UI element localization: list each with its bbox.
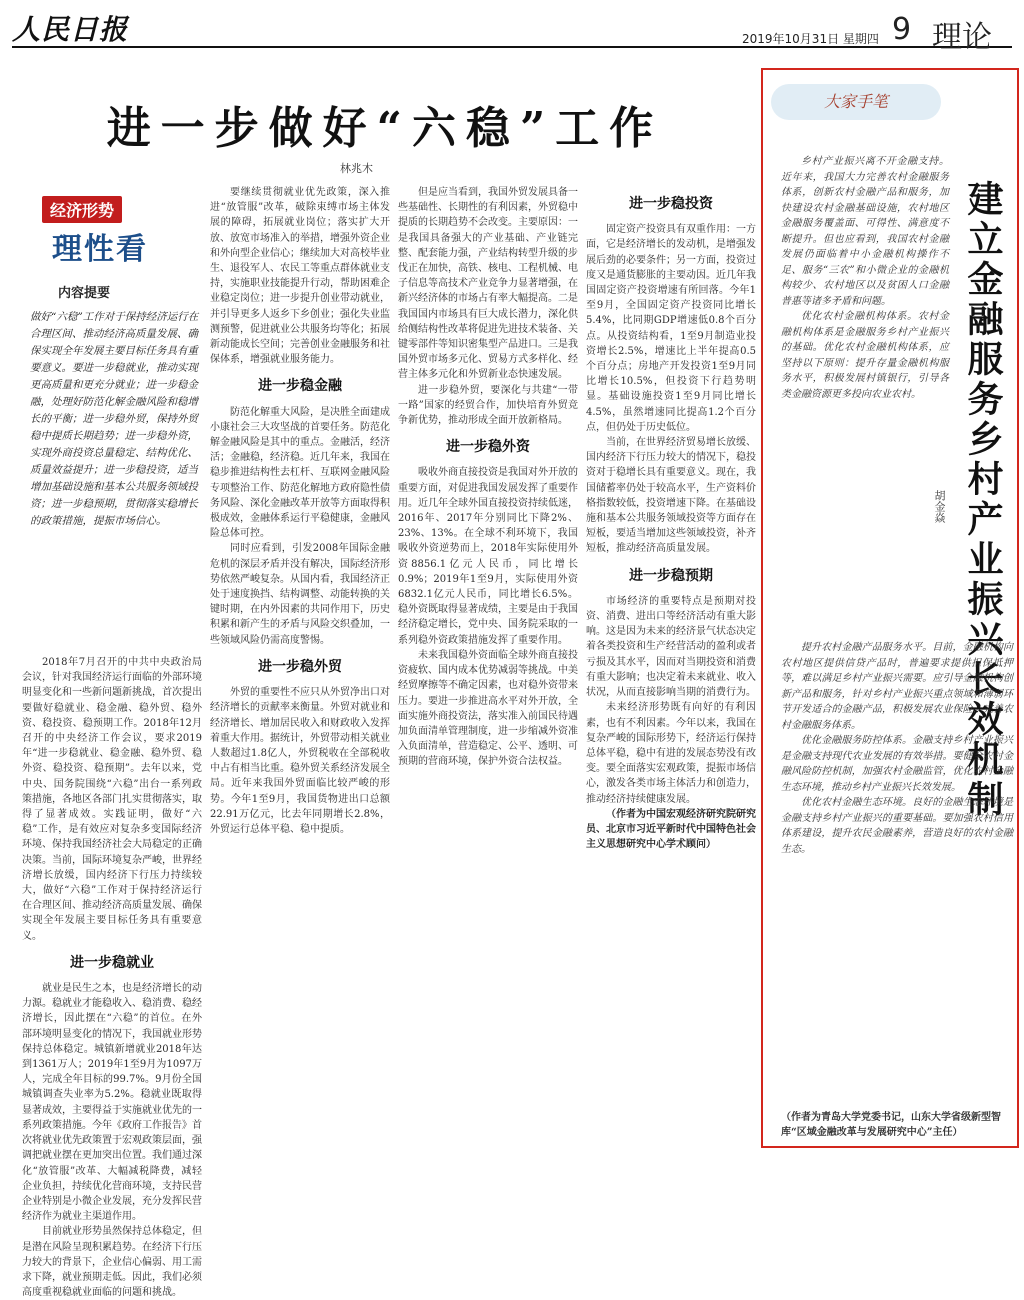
sidebar-article — [761, 68, 1019, 1148]
subhead-jinrong: 进一步稳金融 — [258, 378, 342, 395]
summary-box — [30, 282, 200, 530]
paragraph: 优化金融服务防控体系。金融支持乡村产业振兴是金融支持现代农业发展的有效举措。要健全农村金融风险防控机制，加强农村金融监管，优化农村金融生态环境，推动乡村产业振兴长效发展。 — [781, 735, 1013, 793]
article-column-1 — [22, 655, 202, 1299]
newspaper-logo: 人民日报 — [12, 13, 129, 46]
subhead-yuqi: 进一步稳预期 — [629, 567, 713, 584]
summary-title: 内容提要 — [58, 286, 111, 301]
masthead — [12, 8, 1012, 55]
paragraph: 外贸的重要性不应只从外贸净出口对经济增长的贡献率来衡量。外贸对就业和经济增长、增加居民收入和财政收入发挥着重大作用。据统计，外贸带动相关就业人数超过1.8亿人，外贸税收在全部税收中占有相当比重。稳外贸关系经济发展全局。近年来我国外贸面临比较严峻的形势。今年1至9月，我国货物进出口总额22.91万亿元，比去年同期增长2.8%，外贸运行总体平稳、稳中提质。 — [210, 687, 390, 835]
paragraph: 市场经济的重要特点是预期对投资、消费、进出口等经济活动有重大影响。这是因为未来的经济景气状态决定着各类投资和生产经营活动的盈利或者亏损及其水平，因而对当期投资和消费有重大影响；也决定着未来就业、收入状况，从而直接影响当期的消费行为。 — [586, 595, 756, 699]
subhead-waizi: 进一步稳外资 — [446, 439, 530, 456]
sidebar-text-upper — [781, 154, 949, 634]
badge-top: 经济形势 — [42, 196, 122, 223]
paragraph: 未来我国稳外资面临全球外商直接投资疲软、国内成本优势减弱等挑战。中美经贸摩擦等不确定因素，也对稳外资带来压力。要进一步推进高水平对外开放，全面实施外商投资法，落实准入前国民待遇加负面清单管理制度，进一步缩减外资准入负面清单，营造稳定、公平、透明、可预期的营商环境，保护外资合法权益。 — [398, 649, 578, 768]
article-column-4 — [586, 185, 756, 1150]
column-badge — [22, 190, 172, 266]
paragraph: 乡村产业振兴离不开金融支持。近年来，我国大力完善农村金融服务体系，创新农村金融产品和服务，加快建设农村金融基础设施，农村地区金融服务覆盖面、可得性、满意度不断提升。但也应看到，我国农村金融发展仍面临着中小金融机构操作不足、服务“三农”和小微企业的金融机构较少、农村地区以及贫困人口金融普惠等诸多矛盾和问题。 — [781, 156, 949, 307]
subhead-jiuye: 进一步稳就业 — [70, 954, 154, 971]
issue-date: 2019年10月31日 星期四 — [742, 32, 879, 46]
paragraph: 优化农村金融生态环境。良好的金融生态环境是金融支持乡村产业振兴的重要基础。要加强农村信用体系建设，提升农民金融素养，营造良好的农村金融生态。 — [781, 797, 1013, 855]
article-column-3 — [398, 185, 578, 1150]
paragraph: 进一步稳外贸，要深化与共建“一带一路”国家的经贸合作，加快培育外贸竞争新优势，推动形成全面开放新格局。 — [398, 384, 578, 427]
main-headline: 进一步做好“六稳”工作 — [106, 103, 664, 154]
section-name: 理论 — [932, 20, 992, 55]
sidebar-title: 建立金融服务乡村产业振兴长效机制 — [962, 180, 1003, 820]
paragraph: 吸收外商直接投资是我国对外开放的重要方面，对促进我国发展发挥了重要作用。近几年全球外国直接投资持续低迷，2016年、2017年分别同比下降2%、23%、13%。在全球不利环境下，我国吸收外资逆势而上，2018年实际使用外资8856.1亿元人民币，同比增长0.9%；2019年1至9月，实际使用外资6832.1亿元人民币，同比增长6.5%。稳外资既取得显著成绩，主要是由于我国经济稳定增长，党中央、国务院采取的一系列稳外资政策措施发挥了重要作用。 — [398, 467, 578, 646]
paragraph: 当前，在世界经济贸易增长放缓、国内经济下行压力较大的情况下，稳投资对于稳增长具有重要意义。现在，我国储蓄率仍处于较高水平，生产资料价格指数较低，投资增速下降。在基础设施和基本公共服务领域投资等方面存在短板，要适当增加这些领域投资，补齐短板，推动经济高质量发展。 — [586, 437, 756, 555]
paragraph: 提升农村金融产品服务水平。目前，金融机构向农村地区提供信贷产品时，普遍要求提供担保抵押等，难以满足乡村产业振兴需要。应引导金融机构创新产品和服务，针对乡村产业振兴重点领域和薄弱环节开发适合的金融产品，积极发展农业保险，完善农村金融服务体系。 — [781, 642, 1013, 731]
column-logo: 大家手笔 — [771, 84, 941, 120]
paragraph: 就业是民生之本，也是经济增长的动力源。稳就业才能稳收入、稳消费、稳经济增长，因此摆在“六稳”的首位。在外部环境明显变化的情况下，我国就业形势保持总体稳定。城镇新增就业2018年达到1361万人；2019年1至9月为1097万人，完成全年目标的99.7%。9月份全国城镇调查失业率为5.2%。稳就业既取得显著成效，主要得益于实施就业优先的一系列政策措施。今年《政府工作报告》首次将就业优先政策置于宏观政策层面，强调把就业摆在更加突出位置。我们通过深化“放管服”改革、大幅减税降费，减轻企业负担，持续优化营商环境，支持民营企业特别是小微企业发展，充分发挥民营经济作为就业主渠道作用。 — [22, 983, 202, 1223]
author-note: （作者为中国宏观经济研究院研究员、北京市习近平新时代中国特色社会主义思想研究中心学术顾问） — [586, 808, 756, 851]
paragraph: 目前就业形势虽然保持总体稳定，但是潜在风险呈现积累趋势。在经济下行压力较大的背景下，企业信心偏弱、用工需求下降，就业预期走低。因此，我们必须高度重视稳就业面临的问题和挑战。 — [22, 1226, 202, 1299]
paragraph: 优化农村金融机构体系。农村金融机构体系是金融服务乡村产业振兴的基础。优化农村金融机构体系，应坚持以下原则：提升存量金融机构服务水平，积极发展村镇银行，引导各类金融资源更多投向农业农村。 — [781, 311, 949, 400]
sidebar-author-note: （作者为青岛大学党委书记，山东大学省级新型智库“区域金融改革与发展研究中心”主任） — [781, 1112, 1001, 1138]
page-number: 9 — [892, 12, 912, 47]
sidebar-author: 胡金焱 — [933, 490, 946, 523]
paragraph: 未来经济形势既有向好的有利因素，也有不利因素。今年以来，我国在复杂严峻的国际形势下，经济运行保持总体平稳，稳中有进的发展态势没有改变。要全面落实宏观政策，提振市场信心，激发各类市场主体活力和创造力，推动经济持续健康发展。 — [586, 702, 756, 805]
paragraph: 要继续贯彻就业优先政策，深入推进“放管服”改革，破除束缚市场主体发展的障碍，拓展就业岗位；落实扩大开放、放宽市场准入的举措，增强外资企业和外向型企业信心；继续加大对高校毕业生、退役军人、农民工等重点群体就业支持，实施职业技能提升行动，帮助困难企业稳定岗位；进一步提升创业带动就业，并引导更多人返乡下乡创业；强化失业监测预警，促进就业公共服务均等化；拓展新动能成长空间；完善创业金融服务和社保体系，增强就业服务能力。 — [210, 187, 390, 366]
article-column-2 — [210, 185, 390, 1150]
sidebar-text-lower — [781, 640, 1013, 1100]
subhead-waimao: 进一步稳外贸 — [258, 658, 342, 675]
badge-bottom: 理性看 — [52, 232, 148, 267]
subhead-touzi: 进一步稳投资 — [629, 196, 713, 212]
main-author: 林兆木 — [340, 162, 373, 175]
paragraph: 固定资产投资具有双重作用：一方面，它是经济增长的发动机，是增强发展后劲的必要条件；另一方面，投资过度又是通货膨胀的主要动因。近几年我国固定资产投资增速有所回落。今年1至9月，全国固定资产投资同比增长5.4%，比同期GDP增速低0.8个百分点。从投资结构看，1至9月制造业投资增长2.5%，增速比上半年提高0.5个百分点；房地产开发投资1至9月同比增长10.5%，但投资下行趋势明显。基础设施投资1至9月同比增长4.5%，虽然增速同比提高1.2个百分点，但仍处于历史低位。 — [586, 224, 756, 433]
paragraph: 2018年7月召开的中共中央政治局会议，针对我国经济运行面临的外部环境明显变化和一些新问题新挑战，首次提出要做好稳就业、稳金融、稳外贸、稳外资、稳投资、稳预期工作。2018年12月召开的中央经济工作会议，要求2019年“进一步稳就业、稳金融、稳外贸、稳外资、稳投资、稳预期”。去年以来，党中央、国务院围绕“六稳”出台一系列政策措施，各地区各部门扎实贯彻落实，取得了显著成效。实践证明，做好“六稳”工作，是有效应对复杂多变国际经济环境、保持我国经济社会大局稳定的正确决策。当前，国际环境复杂严峻，世界经济增长放缓，国内经济下行压力持续较大，做好“六稳”工作对于保持经济运行在合理区间、推动经济高质量发展、确保实现全年发展主要目标任务具有重要意义。 — [22, 657, 202, 942]
paragraph: 防范化解重大风险，是决胜全面建成小康社会三大攻坚战的首要任务。防范化解金融风险是其中的重点。金融活，经济活；金融稳，经济稳。近几年来，我国在稳步推进结构性去杠杆、互联网金融风险专项整治工作、防范化解地方政府隐性债务风险、深化金融改革开放等方面取得积极成效，金融体系运行平稳健康，金融风险总体可控。 — [210, 406, 390, 540]
summary-body: 做好“六稳”工作对于保持经济运行在合理区间、推动经济高质量发展、确保实现全年发展主要目标任务具有重要意义。要进一步稳就业，推动实现更高质量和更充分就业；进一步稳金融，处理好防范化解金融风险和稳增长的平衡；进一步稳外贸，保持外贸稳中提质长期趋势；进一步稳外资，实现外商投资总量稳定、结构优化、质量效益提升；进一步稳投资，适当增加基础设施和基本公共服务领域投资；进一步稳预期，贯彻落实稳增长的政策措施，提振市场信心。 — [30, 311, 199, 527]
paragraph: 同时应看到，引发2008年国际金融危机的深层矛盾并没有解决，国际经济形势依然严峻复杂。从国内看，我国经济正处于速度换挡、结构调整、动能转换的关键时期，在内外因素的共同作用下，历史积累和新产生的矛盾与风险交织叠加，一些领域风险仍需高度警惕。 — [210, 543, 390, 646]
paragraph: 但是应当看到，我国外贸发展具备一些基础性、长期性的有利因素，外贸稳中提质的长期趋势不会改变。主要原因：一是我国具备强大的产业基础、产业链完整、配套能力强，产业结构转型升级的步伐正在加快，高铁、核电、工程机械、电子信息等高技术产业竞争力显著增强，在新兴经济体的市场占有率大幅提高。二是我国国内市场具有巨大成长潜力，深化供给侧结构性改革将促进先进技术装备、关键零部件等知识密集型产品进口。三是我国外贸市场多元化、贸易方式多样化、经营主体多元化和外贸新业态快速发展。 — [398, 187, 578, 381]
